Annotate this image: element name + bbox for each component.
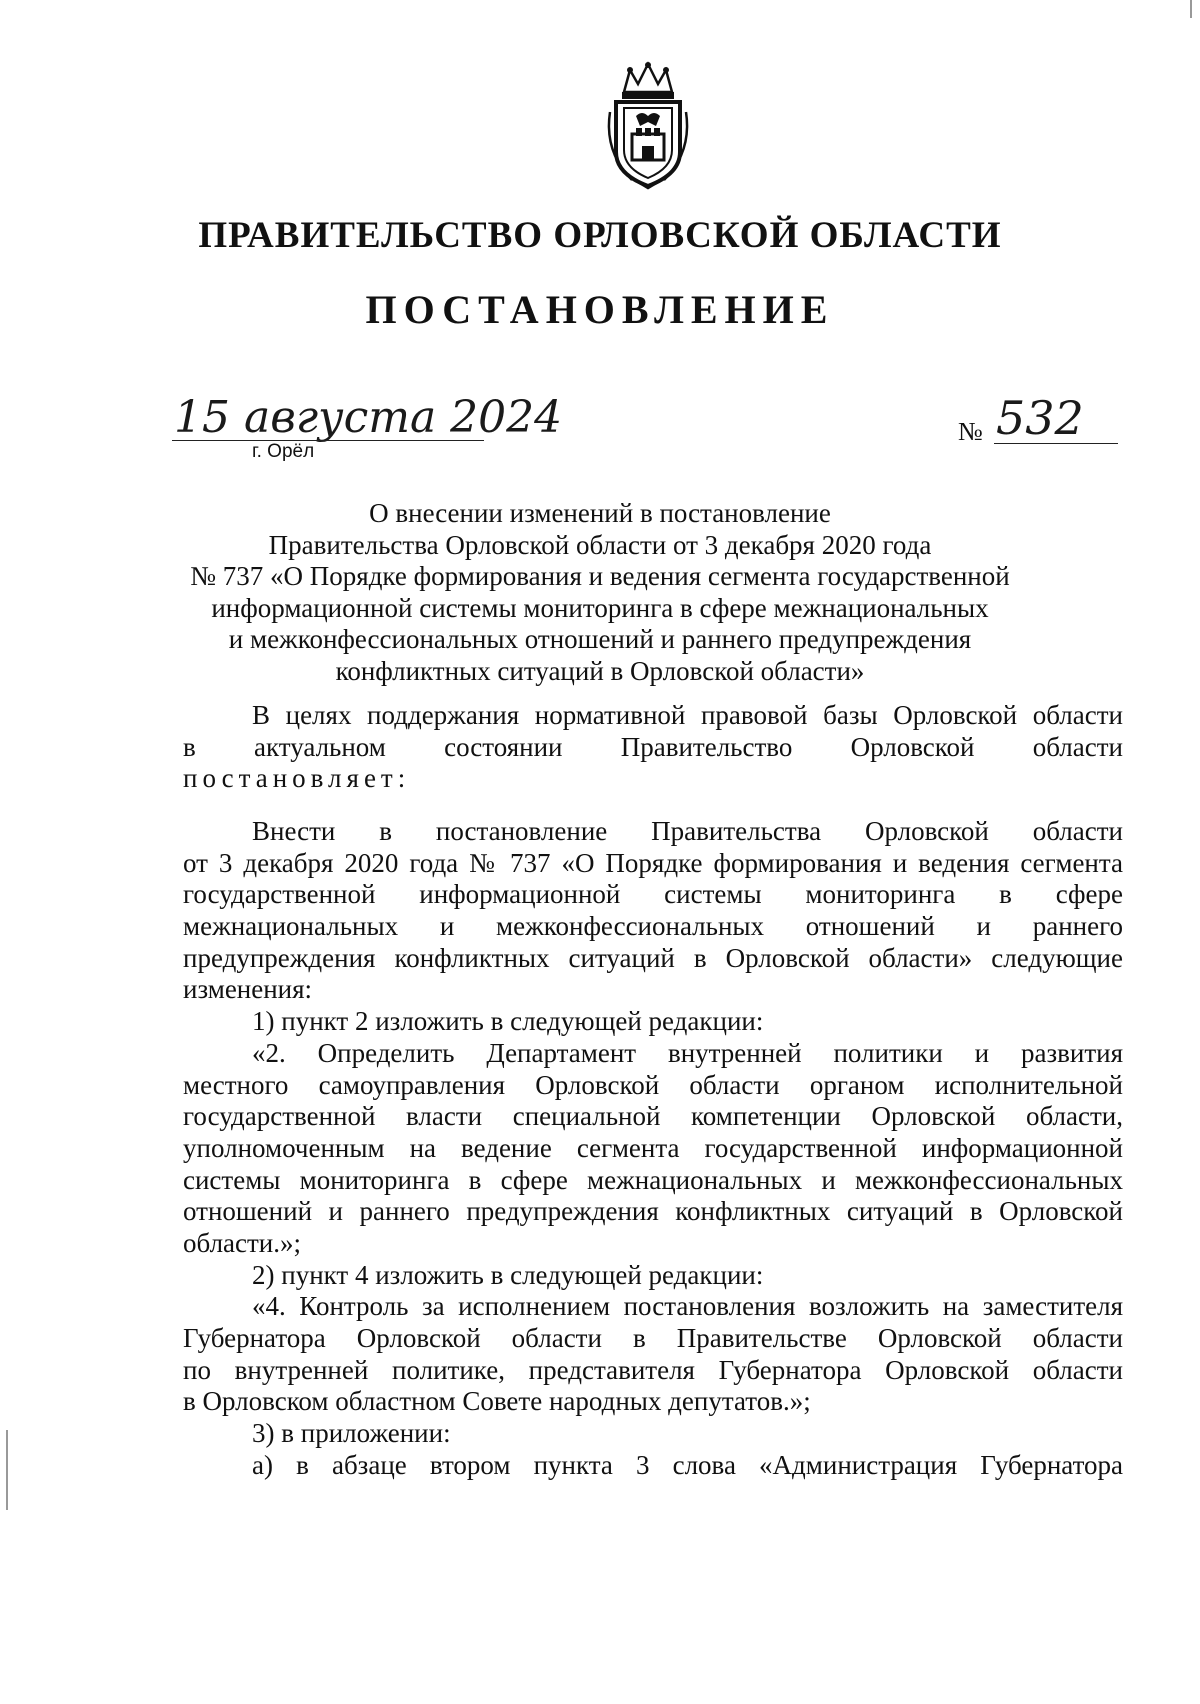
body-line: межнациональных и межконфессиональных отношений и раннего [183,911,1123,942]
body-line: местного самоуправления Орловской области органом исполнительной [183,1069,1123,1100]
number-underline [994,443,1118,444]
document-heading [150,498,1050,687]
handwritten-date-text: 15 августа 2024 [174,392,563,443]
city-label: г. Орёл [252,441,315,462]
number-sign: № [958,417,983,446]
document-type-title: ПОСТАНОВЛЕНИЕ [365,287,835,332]
heading-line: и межконфессиональных отношений и раннего предупреждения [228,624,972,654]
organization-title: ПРАВИТЕЛЬСТВО ОРЛОВСКОЙ ОБЛАСТИ [198,215,1002,256]
heading-line: Правительства Орловской области от 3 декабря 2020 года [268,529,932,560]
heading-line: конфликтных ситуаций в Орловской области» [335,655,865,686]
list-item: 3) в приложении: [252,1418,451,1449]
list-item: 2) пункт 4 изложить в следующей редакции: [252,1259,764,1290]
body-line: предупреждения конфликтных ситуаций в Орловской области» следующие [183,942,1123,973]
body-line: системы мониторинга в сфере межнациональных и межконфессиональных [183,1164,1123,1195]
body-line: Губернатора Орловской области в Правительстве Орловской области [183,1323,1123,1353]
scan-artifact [1190,0,1192,18]
body-line: а) в абзаце втором пункта 3 слова «Администрация Губернатора [252,1449,1123,1480]
body-line: отношений и раннего предупреждения конфликтных ситуаций в Орловской [183,1196,1123,1227]
preamble-line: В целях поддержания нормативной правовой базы Орловской области [252,700,1123,730]
decree-body [183,816,1123,1481]
list-item: 1) пункт 2 изложить в следующей редакции: [252,1006,764,1037]
preamble-decree-word: постановляет: [183,763,411,794]
body-line: от 3 декабря 2020 года № 737 «О Порядке формирования и ведения сегмента [183,847,1123,878]
body-line: государственной информационной системы мониторинга в сфере [183,879,1123,910]
scan-artifact [6,1430,8,1510]
body-line: Внести в постановление Правительства Орловской области [252,816,1123,846]
heading-line: № 737 «О Порядке формирования и ведения сегмента государственной [190,561,1010,591]
body-line: области.»; [183,1227,302,1258]
body-line: уполномоченным на ведение сегмента государственной информационной [183,1132,1123,1163]
date-underline [172,440,484,441]
handwritten-number [992,388,1122,444]
preamble [183,700,1123,795]
body-line: государственной власти специальной компетенции Орловской области, [183,1101,1123,1132]
handwritten-date [172,388,563,443]
body-line: «4. Контроль за исполнением постановления возложить на заместителя [252,1291,1123,1322]
heading-line: информационной системы мониторинга в сфере межнациональных [211,592,989,623]
heading-line: О внесении изменений в постановление [369,498,831,528]
body-line: по внутренней политике, представителя Губернатора Орловской области [183,1354,1123,1385]
handwritten-number-text: 532 [996,391,1084,445]
coat-of-arms-icon [602,62,694,190]
preamble-line: в актуальном состоянии Правительство Орловской области [183,731,1123,762]
body-line: изменения: [183,974,313,1005]
body-line: в Орловском областном Совете народных депутатов.»; [183,1386,811,1417]
body-line: «2. Определить Департамент внутренней политики и развития [252,1037,1123,1068]
